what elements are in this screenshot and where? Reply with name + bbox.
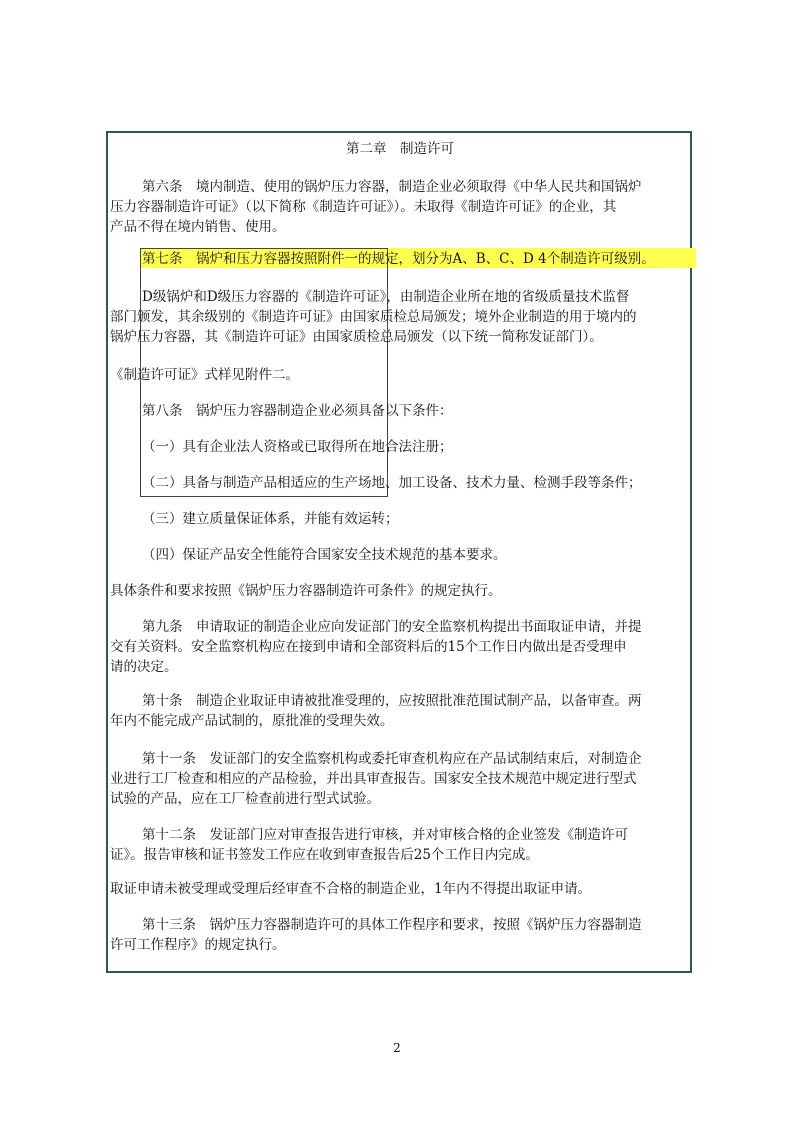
article-6-line-1: 第六条 境内制造、使用的锅炉压力容器，制造企业必须取得《中华人民共和国锅炉 xyxy=(142,179,642,195)
article-9-line-1: 第九条 申请取证的制造企业应向发证部门的安全监察机构提出书面取证申请，并提 xyxy=(142,619,642,635)
page-number: 2 xyxy=(393,1041,401,1055)
article-11-line-1: 第十一条 发证部门的安全监察机构或委托审查机构应在产品试制结束后，对制造企 xyxy=(142,751,642,767)
article-8-line: 第八条 锅炉压力容器制造企业必须具备以下条件： xyxy=(142,403,453,419)
chapter-heading: 第二章 制造许可 xyxy=(346,141,454,157)
article-7-line-4: 锅炉压力容器，其《制造许可证》由国家质检总局颁发（以下统一简称发证部门）。 xyxy=(110,329,603,345)
article-11-line-3: 试验的产品，应在工厂检查前进行型式试验。 xyxy=(110,791,380,807)
article-6-line-3: 产品不得在境内销售、使用。 xyxy=(110,219,286,235)
condition-3: （三）建立质量保证体系，并能有效运转； xyxy=(142,511,399,527)
reapplication-rule: 取证申请未被受理或受理后经审查不合格的制造企业，1年内不得提出取证申请。 xyxy=(110,881,592,897)
article-13-line-1: 第十三条 锅炉压力容器制造许可的具体工作程序和要求，按照《锅炉压力容器制造 xyxy=(142,917,642,933)
article-12-line-2: 证》。报告审核和证书签发工作应在收到审查报告后25个工作日内完成。 xyxy=(110,847,539,863)
article-7-highlighted: 第七条 锅炉和压力容器按照附件一的规定，划分为A、B、C、D 4个制造许可级别。 xyxy=(142,251,655,267)
article-7-line-3: 部门颁发，其余级别的《制造许可证》由国家质检总局颁发；境外企业制造的用于境内的 xyxy=(110,309,637,325)
article-9-line-3: 请的决定。 xyxy=(110,659,178,675)
license-sample-line: 《制造许可证》式样见附件二。 xyxy=(110,367,299,383)
article-6-line-2: 压力容器制造许可证》（以下简称《制造许可证》）。未取得《制造许可证》的企业，其 xyxy=(110,199,617,215)
condition-4: （四）保证产品安全性能符合国家安全技术规范的基本要求。 xyxy=(142,547,507,563)
conditions-note: 具体条件和要求按照《锅炉压力容器制造许可条件》的规定执行。 xyxy=(110,583,502,599)
article-13-line-2: 许可工作程序》的规定执行。 xyxy=(110,937,286,953)
article-11-line-2: 业进行工厂检查和相应的产品检验，并出具审查报告。国家安全技术规范中规定进行型式 xyxy=(110,771,637,787)
article-9-line-2: 交有关资料。安全监察机构应在接到申请和全部资料后的15个工作日内做出是否受理申 xyxy=(110,639,627,655)
condition-2: （二）具备与制造产品相适应的生产场地、加工设备、技术力量、检测手段等条件； xyxy=(142,475,642,491)
article-12-line-1: 第十二条 发证部门应对审查报告进行审核，并对审核合格的企业签发《制造许可 xyxy=(142,827,628,843)
article-10-line-1: 第十条 制造企业取证申请被批准受理的，应按照批准范围试制产品，以备审查。两 xyxy=(142,693,642,709)
article-10-line-2: 年内不能完成产品试制的，原批准的受理失效。 xyxy=(110,713,394,729)
article-7-line-2: D级锅炉和D级压力容器的《制造许可证》，由制造企业所在地的省级质量技术监督 xyxy=(142,289,630,305)
condition-1: （一）具有企业法人资格或已取得所在地合法注册； xyxy=(142,439,453,455)
